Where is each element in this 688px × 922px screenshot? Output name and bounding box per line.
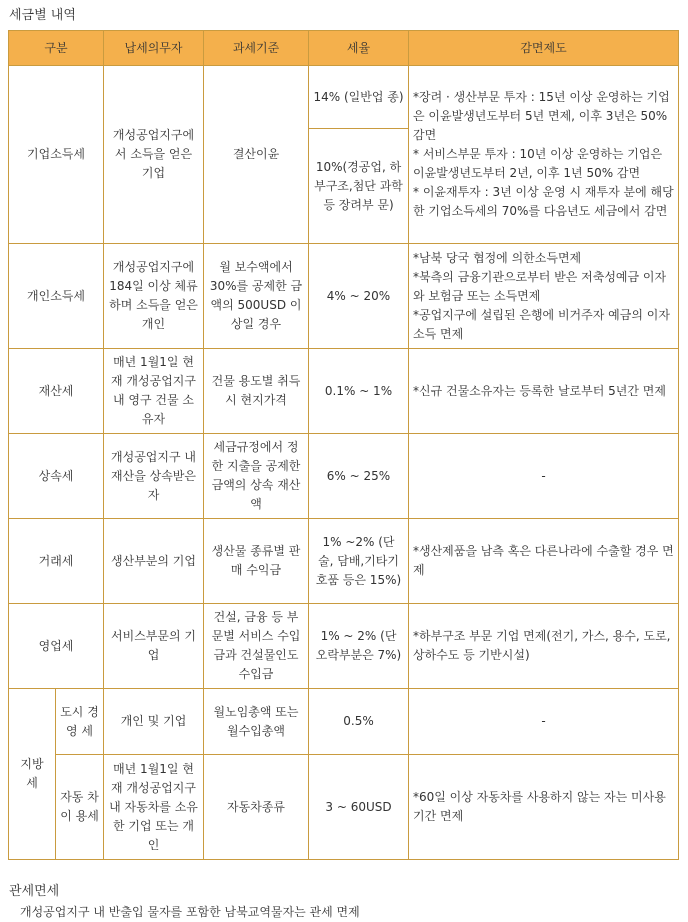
table-row	[9, 434, 679, 519]
relief-cell	[409, 519, 679, 604]
basis-cell: 월 보수액에서 30%를 공제한 금액의 500USD 이상일 경우	[204, 244, 309, 349]
rate-cell: 1% ~2% (단 술, 담배,기타기호품 등은 15%)	[309, 519, 409, 604]
rate-cell: 0.5%	[309, 689, 409, 755]
table-row	[9, 689, 679, 755]
category-cell: 기업소득세	[9, 66, 104, 244]
basis-cell: 건물 용도별 취득 시 현지가격	[204, 349, 309, 434]
relief-cell	[409, 244, 679, 349]
taxpayer-cell: 매년 1월1일 현재 개성공업지구내 자동차를 소유한 기업 또는 개인	[104, 755, 204, 860]
table-row	[9, 244, 679, 349]
tax-table	[8, 30, 679, 860]
taxpayer-cell: 개인 및 기업	[104, 689, 204, 755]
basis-cell: 생산물 종류별 판매 수익금	[204, 519, 309, 604]
customs-section-title: 관세면세	[9, 884, 60, 899]
rate-cell: 10%(경공업, 하부구조,첨단 과학 등 장려부 문)	[309, 129, 409, 244]
relief-cell	[409, 755, 679, 860]
relief-line: *하부구조 부문 기업 면제(전기, 가스, 용수, 도로, 상하수도 등 기반시설)	[413, 629, 671, 662]
relief-line: *북측의 금융기관으로부터 받은 저축성예금 이자와 보험금 또는 소득면제	[413, 269, 667, 303]
relief-cell	[409, 689, 679, 755]
table-row	[9, 604, 679, 689]
header-rate: 세율	[309, 31, 409, 66]
relief-line: -	[541, 714, 546, 728]
relief-cell	[409, 434, 679, 519]
relief-line: * 이윤재투자 : 3년 이상 운영 시 재투자 분에 해당한 기업소득세의 70%를 다음년도 세금에서 감면	[413, 185, 674, 218]
header-taxpayer: 납세의무자	[104, 31, 204, 66]
table-row	[9, 66, 679, 129]
category-cell: 상속세	[9, 434, 104, 519]
rate-cell: 14% (일반업 종)	[309, 66, 409, 129]
relief-cell	[409, 66, 679, 244]
relief-line: *60일 이상 자동차를 사용하지 않는 자는 미사용 기간 면제	[413, 790, 666, 823]
subcategory-cell: 자동 차이 용세	[56, 755, 104, 860]
customs-section-body: 개성공업지구 내 반출입 물자를 포함한 남북교역물자는 관세 면제	[20, 905, 360, 919]
header-basis: 과세기준	[204, 31, 309, 66]
relief-line: *생산제품을 남측 혹은 다른나라에 수출할 경우 면제	[413, 544, 674, 577]
rate-cell: 0.1% ~ 1%	[309, 349, 409, 434]
taxpayer-cell: 매년 1월1일 현재 개성공업지구 내 영구 건물 소유자	[104, 349, 204, 434]
taxpayer-cell: 개성공업지구에 184일 이상 체류하며 소득을 얻은 개인	[104, 244, 204, 349]
header-row	[9, 31, 679, 66]
rate-cell: 1% ~ 2% (단 오락부분은 7%)	[309, 604, 409, 689]
relief-line: * 서비스부문 투자 : 10년 이상 운영하는 기업은 이윤발생년도부터 2년, 이후 1년 50% 감면	[413, 147, 663, 180]
table-row	[9, 755, 679, 860]
basis-cell: 월노임총액 또는 월수입총액	[204, 689, 309, 755]
table-row	[9, 349, 679, 434]
relief-line: *공업지구에 설립된 은행에 비거주자 예금의 이자소득 면제	[413, 307, 670, 341]
header-category: 구분	[9, 31, 104, 66]
category-cell: 재산세	[9, 349, 104, 434]
rate-cell: 4% ~ 20%	[309, 244, 409, 349]
table-row	[9, 519, 679, 604]
rate-cell: 6% ~ 25%	[309, 434, 409, 519]
relief-cell	[409, 349, 679, 434]
header-relief: 감면제도	[409, 31, 679, 66]
page-title: 세금별 내역	[9, 8, 76, 23]
taxpayer-cell: 개성공업지구에 서 소득을 얻은 기업	[104, 66, 204, 244]
subcategory-cell: 도시 경영 세	[56, 689, 104, 755]
relief-line: *남북 당국 협정에 의한소득면제	[413, 250, 582, 265]
relief-line: *신규 건물소유자는 등록한 날로부터 5년간 면제	[413, 383, 666, 398]
category-cell: 개인소득세	[9, 244, 104, 349]
basis-cell: 결산이윤	[204, 66, 309, 244]
relief-line: -	[541, 468, 546, 483]
basis-cell: 자동차종류	[204, 755, 309, 860]
category-cell: 영업세	[9, 604, 104, 689]
category-cell: 거래세	[9, 519, 104, 604]
basis-cell: 세금규정에서 정한 지출을 공제한 금액의 상속 재산액	[204, 434, 309, 519]
taxpayer-cell: 개성공업지구 내 재산을 상속받은 자	[104, 434, 204, 519]
relief-line: *장려 · 생산부문 투자 : 15년 이상 운영하는 기업은 이윤발생년도부터 5년 면제, 이후 3년은 50% 감면	[413, 90, 670, 142]
rate-cell: 3 ~ 60USD	[309, 755, 409, 860]
relief-cell	[409, 604, 679, 689]
taxpayer-cell: 서비스부문의 기업	[104, 604, 204, 689]
category-cell: 지방 세	[9, 689, 56, 860]
taxpayer-cell: 생산부분의 기업	[104, 519, 204, 604]
basis-cell: 건설, 금융 등 부문별 서비스 수입금과 건설물인도 수입금	[204, 604, 309, 689]
